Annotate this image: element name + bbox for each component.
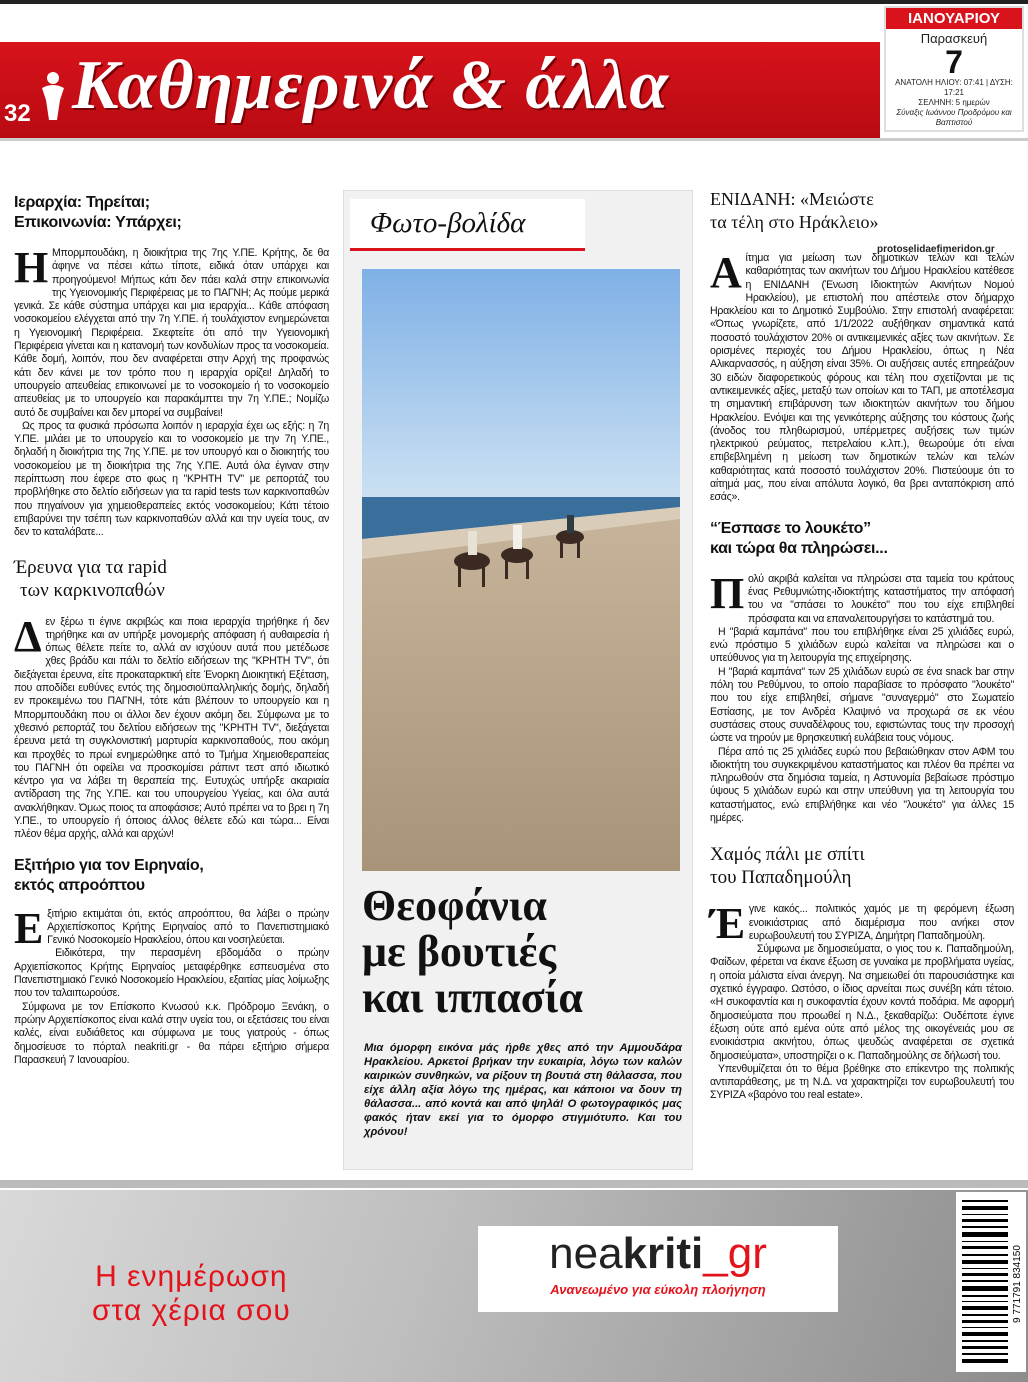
paragraph: γινε κακός... πολιτικός χαμός με τη φερόμενη έξωση ενοικιάστριας από διαμέρισμα που ανήκει στον ευρωβουλευτή του ΣΥΡΙΖΑ, Δημήτρη Παπαδημούλη. [748, 903, 1014, 942]
right-column [710, 188, 1014, 1103]
paragraph: Ως προς τα φυσικά πρόσωπα λοιπόν η ιεραρχία έχει ως εξής: η 7η Υ.ΠΕ. μιλάει με το υπουργείο και το νοσοκομείο με την 7η Υ.ΠΕ., δηλαδή η διοικήτρια της 7ης Υ.ΠΕ. με τον υπουργό και ο διοικητής του νοσοκομείου με τη διοικήτρια της 7ης Υ.ΠΕ. Αυτά όλα έγιναν στην περίπτωση που έφερε στο φως η "ΚΡΗΤΗ TV" με ρεπορτάζ του προβλήθηκε στο δελτίο ειδήσεων για τα rapid tests των καρκινοπαθών που πηγαίνουν για χημειοθεραπείες εκτός νοσοκομείου; Κάτι τέτοιο επιβαρύνει την τσέπη των καρκινοπαθών αλλά και την υγεία τους, αν δεν το καταλάβατε... [14, 419, 329, 539]
brand-part: _gr [703, 1229, 767, 1278]
headline-line: των καρκινοπαθών [20, 579, 165, 601]
article-headline [710, 843, 1014, 889]
headline-line: Χαμός πάλι με σπίτι [710, 844, 865, 866]
left-column [14, 193, 329, 1067]
banner-shadow [0, 138, 1028, 141]
paragraph: Η "βαριά καμπάνα" των 25 χιλιάδων ευρώ σε ένα snack bar στην πόλη του Ρεθύμνου, το οποίο παραβίασε το πρόσφατο "λουκέτο" που του είχε επιβληθεί, σήμανε "συναγερμό" στο Σωματείο Εστίασης, με τον Ανδρέα Κλαψινό να προχωρά σε εκ νέου συστάσεις στους συναδέλφους του, εφιστώντας τους την προσοχή ώστε να τηρούν με θρησκευτική ευλάβεια τους νόμους. [710, 665, 1014, 745]
headline-line: και τώρα θα πληρώσει... [710, 539, 888, 557]
paragraph: Σύμφωνα με τον Επίσκοπο Κνωσού κ.κ. Πρόδρομο Ξενάκη, ο πρώην Αρχιεπίσκοπος είναι καλά στην υγεία του, οι εξετάσεις του είναι καλές, είναι ευδιάθετος και σύμφωνα με τους γιατρούς - όπως δημοσίευσε το πόρταλ neakriti.gr - θα πάρει εξιτήριο σήμερα Παρασκευή 7 Ιανουαρίου. [14, 1000, 329, 1066]
watermark: protoselidaefimeridon.gr [877, 244, 995, 255]
drop-cap: Έ [710, 899, 745, 949]
date-weekday: Παρασκευή [920, 31, 988, 46]
article-body [710, 568, 1014, 826]
paragraph: Η "βαριά καμπάνα" που του επιβλήθηκε είναι 25 χιλιάδες ευρώ, ενώ πρόστιμο 5 χιλιάδων ευρώ καλείται να πληρώσει και ο υπεύθυνος για τη λειτουργία της επιχείρησης. [710, 625, 1014, 665]
drop-cap: Α [710, 248, 742, 297]
feature-headline [362, 883, 583, 1021]
drop-cap: Η [14, 243, 48, 292]
article-headline [710, 188, 1014, 234]
paragraph: ξιτήριο εκτιμάται ότι, εκτός απροόπτου, θα λάβει ο πρώην Αρχιεπίσκοπος Κρήτης Ειρηναίος από το Πανεπιστημιακό Γενικό Νοσοκομείο Ηρακλείου, όπου και νοσηλεύεται. [47, 907, 329, 947]
ad-divider [0, 1180, 1028, 1188]
article-body [14, 903, 329, 1068]
photo-caption: Μια όμορφη εικόνα μάς ήρθε χθες από την Αμμουδάρα Ηρακλείου. Αρκετοί βρήκαν την ευκαιρία, λόγω των καλών καιρικών συνθηκών, να ρίξουν τη βουτιά στη θάλασσα, που είχε άλλη αξία λόγω της ημέρας, και κάποιοι να δουν τη θάλασσα... από κοντά και από ψηλά! Ο φωτογραφικός μας φακός ήταν εκεί για το όμορφο στιγμιότυπο. Και του χρόνου! [364, 1042, 682, 1138]
brand-part: nea [549, 1229, 623, 1278]
section-title: Καθημερινά & άλλα [72, 47, 669, 124]
article-headline [14, 193, 329, 233]
paragraph: Ειδικότερα, την περασμένη εβδομάδα ο πρώην Αρχιεπίσκοπος Κρήτης Ειρηναίος μεταφέρθηκε εσπευσμένα στο Πανεπιστημιακό Γενικό Νοσοκομείο Ηρακλείου, εξαιτίας μίας λοίμωξης που τον ταλαιπωρούσε. [14, 947, 329, 1000]
headline-line: Εξιτήριο για τον Ειρηναίο, [14, 856, 204, 874]
saints-of-day: Σύναξις Ιωάννου Προδρόμου και Βαπτιστού [896, 108, 1012, 127]
headline-line: Ιεραρχία: Τηρείται; [14, 194, 150, 211]
top-rule [0, 0, 1028, 4]
ad-brand-logo [478, 1226, 838, 1282]
headline-line: Θεοφάνια [362, 881, 547, 930]
photo-section-label: Φωτο-βολίδα [350, 199, 585, 251]
headline-line: ΕΝΙΔΑΝΗ: «Μειώστε [710, 189, 874, 209]
article-body [14, 243, 329, 540]
paragraph: ολύ ακριβά καλείται να πληρώσει στα ταμεία του κράτους ένας Ρεθυμνιώτης-ιδιοκτήτης καταστήματος την απόφασή του να "σπάσει το λουκέτο" που του είχε επιβληθεί πρόσφατα και να επαναλειτουργήσει το κατάστημά του. [747, 572, 1014, 625]
paragraph: Σύμφωνα με δημοσιεύματα, ο γιος του κ. Παπαδημούλη, Φαίδων, φέρεται να έκανε έξωση σε γυναίκα με προβλήματα υγείας, η οποία μάλιστα είναι άνεργη. Να σημειωθεί ότι παρουσιάστηκε και σχετικό έγγραφο. Ωστόσο, ο ίδιος αρνείται πως συνέβη κάτι τέτοιο. «Η συκοφαντία και η συκοφαντία έχουν κοντά ποδάρια. Με αφορμή δημοσιεύματα που προωθεί η Ν.Δ., ξεκαθαρίζω: Ουδέποτε έγινε έξωση ούτε από εμένα ούτε από μέλος της οικογένειάς μου σε ενοικιάστρια ακινήτου, όπως ψευδώς αναφέρεται σε σχετικά δημοσιεύματα», υποστηρίζει ο κ. Παπαδημούλης σε δήλωσή του. [710, 943, 1014, 1062]
sun-info: ΑΝΑΤΟΛΗ ΗΛΙΟΥ: 07:41 | ΔΥΣΗ: 17:21 [895, 78, 1013, 97]
paragraph: ίτημα για μείωση των δημοτικών τελών και τελών καθαριότητας των ακινήτων του Δήμου Ηρακλείου κατέθεσε η ΕΝΙΔΑΝΗ (Ένωση Ιδιοκτητών Ακινήτων Νομού Ηρακλείου), με επιστολή που απέστειλε στον δήμαρχο Ηρακλείου και το Δημοτικό Συμβούλιο. Στην επιστολή αναφέρεται: «Όπως γνωρίζετε, από 1/1/2022 αυξήθηκαν σημαντικά κατά ποσοστό τουλάχιστον 20% οι αντικειμενικές αξίες των ακινήτων. Σε ορισμένες περιοχές του Δήμου Ηρακλείου, όπως η Νέα Αλικαρνασσός, η αύξηση είναι 35%. Οι αυξήσεις αυτές επηρεάζουν 30 ειδών διαφορετικούς φόρους και τέλη που σχετίζονται με τις αντικειμενικές αξίες, μεταξύ των οποίων και το ΤΑΠ, με αποτέλεσμα τη σημαντική επιβάρυνση των ιδιοκτητών ακινήτων του δήμου Ηρακλείου. Ενόψει και της γενικότερης αύξησης του κόστους ζωής (άνοδος του πληθωρισμού, υπέρμετρες αυξήσεις των τιμών ηλεκτρικού ρεύματος, πετρελαίου κ.λπ.), θεωρούμε ότι είναι επιβεβλημένη η μείωση των δημοτικών τελών και τελών καθαριότητας κατά ποσοστό τουλάχιστον 20%. Πιστεύουμε ότι το αίτημά μας, που είναι απόλυτα λογικό, θα βρει ανταπόκριση από εσάς». [710, 252, 1014, 504]
headline-line: “Έσπασε το λουκέτο” [710, 519, 871, 537]
drop-cap: Δ [14, 611, 42, 661]
page-number: 32 [4, 100, 31, 127]
barcode-number: 9 771791 834150 [1012, 1245, 1023, 1323]
advertisement[interactable] [0, 1190, 1028, 1382]
date-day-number: 7 [945, 44, 963, 80]
article-body [710, 899, 1014, 1102]
article-body [14, 611, 329, 842]
drop-cap: Π [710, 568, 744, 618]
article-headline [14, 556, 329, 602]
headline-line: εκτός απροόπτου [14, 876, 145, 894]
photo-feature [343, 190, 693, 1170]
date-box [884, 6, 1024, 132]
brand-part: kriti [622, 1229, 704, 1278]
paragraph: Πέρα από τις 25 χιλιάδες ευρώ που βεβαιώθηκαν στον ΑΦΜ του ιδιοκτήτη του συγκεκριμένου καταστήματος και πλέον θα πρέπει να πληρωθούν στα δημόσια ταμεία, η Αστυνομία βεβαίωσε πρόστιμο ύψους 5 χιλιάδων ευρώ και στην υπεύθυνη για τη λειτουργία του καταστήματος, ενώ επιβλήθηκε και νέο "λουκέτο" για άλλες 15 ημέρες. [710, 745, 1014, 824]
paragraph: Μπορμπουδάκη, η διοικήτρια της 7ης Υ.ΠΕ. Κρήτης, δε θα άφηνε να πέσει κάτω τίποτε, ειδικά όταν υπάρχει και προηγούμενο! Μήπως κάτι δεν πάει καλά στην επικοινωνία της Υγειονομικής Περιφέρειας με το ΠΑΓΝΗ; Ας πούμε μερικά γενικά. Σε κάθε σύστημα υπάρχει και μια ιεραρχία... Κάθε απόφαση νοσοκομείου ελέγχεται από την 7η Υ.ΠΕ. ή τουλάχιστον ενημερώνεται η Υγειονομική Περιφέρεια. Σκεφτείτε ότι από την Υγειονομική Περιφέρεια γίνεται και η κατανομή των κονδυλίων προς τα νοσοκομεία. Κάθε δομή, λοιπόν, που δεν αναφέρεται στην Αρχή της προφανώς κάτι δεν κάνει με τον τρόπο που η ιεραρχία ορίζει! Δηλαδή το υπουργείο απευθείας επικοινωνεί με το νοσοκομείο ή το νοσοκομείο απευθείας με το υπουργείο και παρακάμπτει την 7η Υ.ΠΕ.; Νομίζω αυτό δε συμβαίνει και δεν μπορεί να συμβαίνει! [14, 247, 329, 419]
newspaper-logo-icon [36, 70, 70, 124]
headline-line: και ιππασία [362, 973, 583, 1022]
ad-brand-card[interactable] [478, 1226, 838, 1312]
beach-horses-photo [362, 269, 680, 871]
barcode [956, 1192, 1026, 1372]
headline-line: με βουτιές [362, 927, 557, 976]
ad-tagline: Ανανεωμένο για εύκολη πλοήγηση [550, 1282, 766, 1297]
date-month: ΙΑΝΟΥΑΡΙΟΥ [886, 8, 1022, 29]
drop-cap: Ε [14, 903, 44, 953]
article-headline [14, 856, 329, 896]
paragraph: εν ξέρω τι έγινε ακριβώς και ποια ιεραρχία τηρήθηκε ή δεν τηρήθηκε και αν υπήρξε μονομερής απόφαση ή αυθαιρεσία ή όπως θέλετε πείτε το, αλλά αν ισχύουν αυτά που μετέδωσε χθες βράδυ και πάλι το δελτίο ειδήσεων της "ΚΡΗΤΗ TV", ότι διεξάγεται έρευνα, είτε προκαταρκτική είτε Ένορκη Διοικητική Εξέταση, που αποδίδει ευθύνες εντός της δημοσιοϋπαλληλικής δομής, δηλαδή εν προκειμένω του ΠΑΓΝΗ, τότε κάτι βλέπουν το υπουργείο και η Μπορμπουδάκη που οι άλλοι δεν έχουν ακόμη δει. Σύμφωνα με το χθεσινό ρεπορτάζ του δελτίου ειδήσεων της "ΚΡΗΤΗ TV", διεξάγεται έρευνα μετά τη συγκλονιστική μαρτυρία καρκινοπαθούς, που ακόμη και προχθές το πρωί ενημερώθηκε από το Τμήμα Χημειοθεραπείας του ΠΑΓΝΗ ότι οφείλει να προσκομίσει ράπιντ τεστ από ιδιωτικό κέντρο για να λάβει τη θεραπεία της. Ευτυχώς υπήρξε ακαριαία αντίδραση της 7ης Υ.ΠΕ. και του υπουργείου Υγείας, και όλα αυτά ανακλήθηκαν. Όμως ποιος τα αποφάσισε; Αυτό πρέπει να το βρει η 7η Υ.ΠΕ., το υπουργείο ή όποιος άλλος θέλετε εδώ και τώρα... Είναι πλέον θέμα αρχής, αλλά και αρχών! [14, 615, 329, 841]
ad-slogan-line: στα χέρια σου [92, 1294, 291, 1327]
headline-line: Έρευνα για τα rapid [14, 556, 167, 578]
paragraph: Υπενθυμίζεται ότι το θέμα βρέθηκε στο επίκεντρο της πολιτικής αντιπαράθεσης, με τη Ν.Δ. να χαρακτηρίζει τον ευρωβουλευτή του ΣΥΡΙΖΑ «βαρόνο του real estate». [710, 1062, 1014, 1102]
headline-line: του Παπαδημούλη [710, 867, 852, 889]
headline-line: τα τέλη στο Ηράκλειο» [710, 212, 879, 232]
moon-info: ΣΕΛΗΝΗ: 5 ημερών [918, 98, 990, 107]
article-headline [710, 519, 1014, 559]
headline-line: Επικοινωνία: Υπάρχει; [14, 214, 182, 231]
ad-slogan-line: Η ενημέρωση [95, 1260, 288, 1293]
ad-slogan [92, 1260, 291, 1328]
